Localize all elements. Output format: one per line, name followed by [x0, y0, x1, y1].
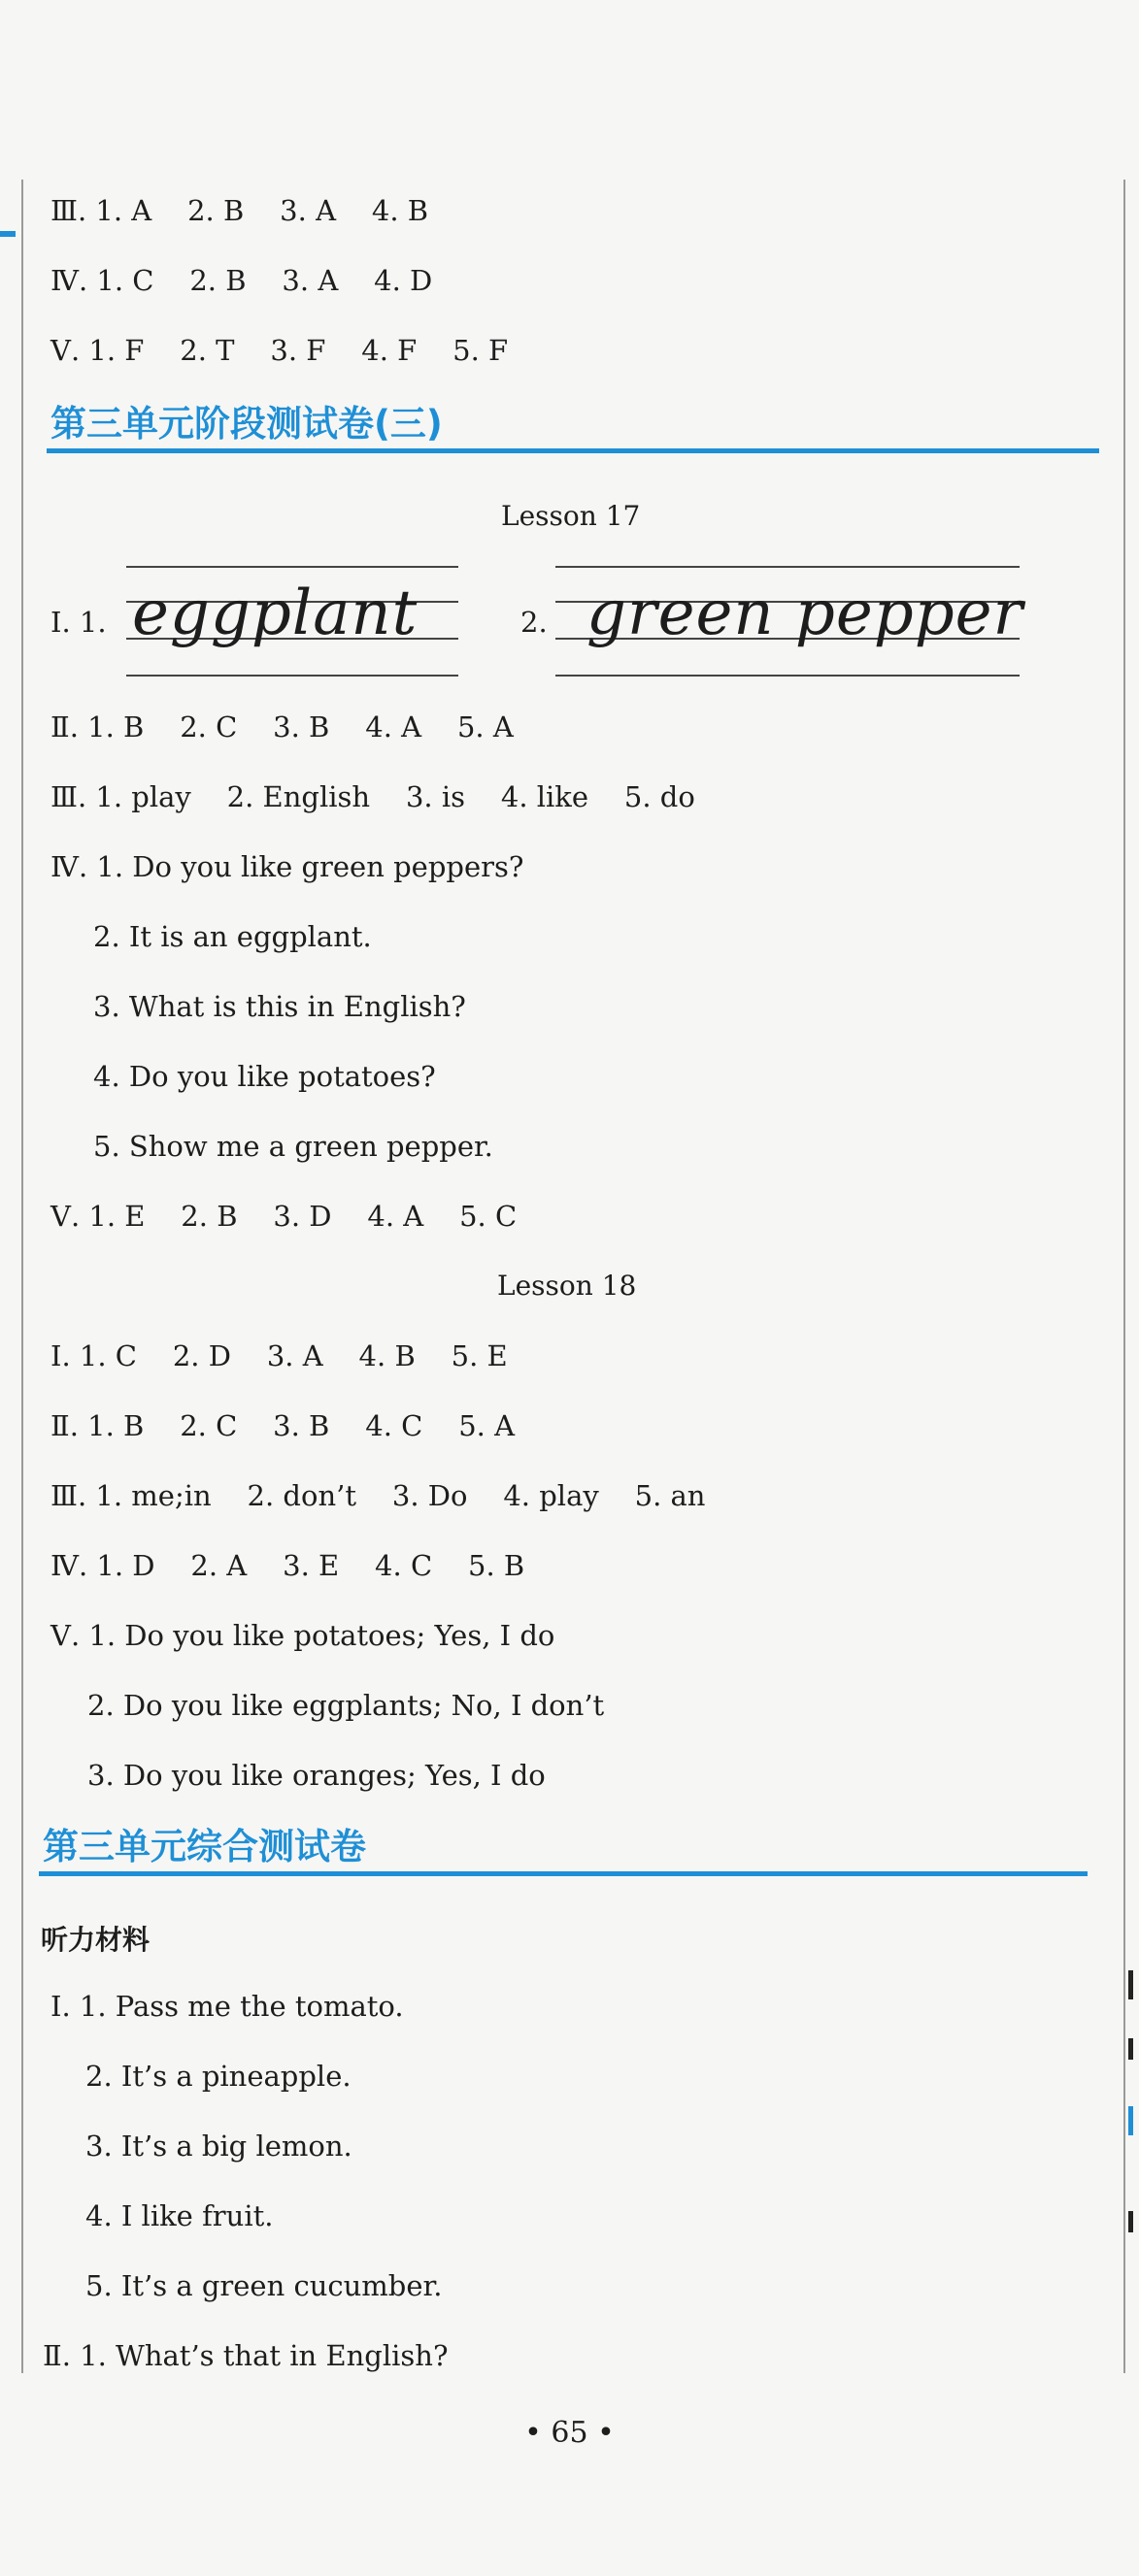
- edge-tab-mark: [0, 231, 16, 237]
- answer-line: Ⅱ. 1. B 2. C 3. B 4. A 5. A: [50, 710, 514, 743]
- left-margin-rule: [21, 180, 23, 2373]
- answer-line: 5. Show me a green pepper.: [93, 1130, 493, 1163]
- page-number: • 65 •: [524, 2416, 615, 2450]
- right-margin-rule: [1123, 180, 1125, 2373]
- answer-line: Ⅳ. 1. D 2. A 3. E 4. C 5. B: [50, 1549, 525, 1582]
- answer-line: Ⅲ. 1. play 2. English 3. is 4. like 5. do: [50, 780, 695, 813]
- answer-line: Ⅰ. 1. Pass me the tomato.: [50, 1990, 404, 2023]
- lesson-label: Lesson 17: [501, 500, 641, 532]
- answer-line: 3. What is this in English?: [93, 990, 466, 1023]
- adjacent-page-bleed: [1128, 2211, 1133, 2232]
- question-number: 2.: [520, 606, 548, 639]
- answer-line: Ⅳ. 1. C 2. B 3. A 4. D: [50, 264, 433, 297]
- answer-line: 2. It’s a pineapple.: [85, 2060, 352, 2093]
- section-title-underline: [39, 1871, 1088, 1876]
- answer-line: 3. It’s a big lemon.: [85, 2130, 352, 2163]
- answer-line: Ⅱ. 1. What’s that in English?: [43, 2339, 449, 2372]
- answer-line: 3. Do you like oranges; Yes, I do: [87, 1759, 546, 1792]
- answer-line: Ⅲ. 1. A 2. B 3. A 4. B: [50, 194, 429, 227]
- answer-line: 2. It is an eggplant.: [93, 920, 372, 953]
- question-number: Ⅰ. 1.: [50, 606, 107, 639]
- adjacent-page-bleed: [1128, 2038, 1133, 2060]
- handwritten-answer: green pepper: [586, 578, 1024, 649]
- answer-line: 2. Do you like eggplants; No, I don’t: [87, 1689, 605, 1722]
- adjacent-page-bleed: [1128, 1970, 1133, 1999]
- section-title: 第三单元阶段测试卷(三): [50, 403, 443, 445]
- answer-line: Ⅲ. 1. me;in 2. don’t 3. Do 4. play 5. an: [50, 1479, 706, 1512]
- listening-material-heading: 听力材料: [41, 1924, 151, 1956]
- section-title-underline: [47, 448, 1099, 453]
- answer-line: Ⅰ. 1. C 2. D 3. A 4. B 5. E: [50, 1339, 508, 1372]
- handwritten-answer: eggplant: [132, 578, 419, 649]
- answer-line: Ⅴ. 1. Do you like potatoes; Yes, I do: [50, 1619, 555, 1652]
- section-title: 第三单元综合测试卷: [43, 1826, 366, 1867]
- adjacent-page-bleed: [1128, 2106, 1133, 2135]
- lesson-label: Lesson 18: [497, 1270, 637, 1302]
- answer-line: Ⅱ. 1. B 2. C 3. B 4. C 5. A: [50, 1409, 516, 1442]
- answer-line: 4. I like fruit.: [85, 2199, 274, 2232]
- answer-line: Ⅴ. 1. E 2. B 3. D 4. A 5. C: [50, 1200, 518, 1233]
- answer-line: 5. It’s a green cucumber.: [85, 2269, 443, 2302]
- answer-line: Ⅴ. 1. F 2. T 3. F 4. F 5. F: [50, 334, 509, 367]
- answer-line: Ⅳ. 1. Do you like green peppers?: [50, 850, 524, 883]
- answer-line: 4. Do you like potatoes?: [93, 1060, 436, 1093]
